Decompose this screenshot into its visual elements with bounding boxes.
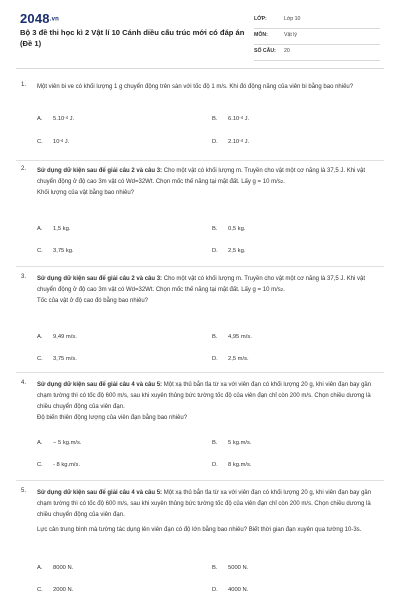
question-stem: Cho một vật có khối lượng m. Truyền cho vật một cơ năng là 37,5 J. Khi vật chuyển động ở độ cao 3m vật có Wd=32Wt. Chọn mốc thế năng tại mặt đất. Lấy g = 10 m/s xyxy=(37,168,366,185)
option-value: 0,5 kg. xyxy=(228,226,246,232)
option-d[interactable] xyxy=(212,587,248,593)
option-letter: A. xyxy=(37,440,43,446)
option-value: 1,5 kg. xyxy=(53,226,71,232)
option-letter: D. xyxy=(212,356,218,362)
option-letter: B. xyxy=(212,440,218,446)
question-prompt: Tốc của vật ở độ cao đó bằng bao nhiêu? xyxy=(37,298,149,304)
option-value: 9,49 m/s. xyxy=(53,334,77,340)
meta-key: SỐ CÂU: xyxy=(254,48,276,54)
option-letter: D. xyxy=(212,139,218,145)
option-exponent: -4 xyxy=(239,138,244,143)
question-divider xyxy=(16,160,384,161)
meta-row-class xyxy=(254,13,380,29)
option-c[interactable] xyxy=(37,462,80,468)
option-unit: J. xyxy=(63,139,70,145)
option-a[interactable] xyxy=(37,565,73,571)
question-divider xyxy=(16,480,384,481)
question-prompt: Khối lượng của vật bằng bao nhiêu? xyxy=(37,190,135,196)
question-number: 1. xyxy=(21,82,27,88)
option-c[interactable] xyxy=(37,139,69,145)
option-d[interactable] xyxy=(212,356,249,362)
option-value: 2000 N. xyxy=(53,587,74,593)
option-value: − 5 kg.m/s. xyxy=(53,440,82,446)
option-unit: J. xyxy=(243,116,250,122)
option-base: 6.10 xyxy=(228,116,240,122)
stem-exponent: 2 xyxy=(280,287,284,292)
option-letter: C. xyxy=(37,248,43,254)
option-base: 5.10 xyxy=(53,116,65,122)
stem-exponent: 2 xyxy=(280,179,284,184)
option-exponent: -4 xyxy=(239,115,244,120)
question-lead: Sử dụng dữ kiện sau để giải câu 2 và câu 3: xyxy=(37,276,163,282)
question-lead: Sử dụng dữ kiện sau để giải câu 4 và câu 5: xyxy=(37,490,163,496)
question-divider xyxy=(16,372,384,373)
logo-suffix: .vn xyxy=(49,16,60,23)
meta-row-count xyxy=(254,45,380,61)
stem-end: . xyxy=(283,287,285,293)
option-b[interactable] xyxy=(212,226,245,232)
option-value: - 8 kg.m/s. xyxy=(53,462,81,468)
option-d[interactable] xyxy=(212,248,245,254)
meta-value: Lớp 10 xyxy=(284,16,301,22)
option-letter: D. xyxy=(212,462,218,468)
option-letter: A. xyxy=(37,116,43,122)
meta-key: MÔN: xyxy=(254,32,268,38)
meta-table xyxy=(254,13,380,61)
option-a[interactable] xyxy=(37,226,70,232)
question-number: 3. xyxy=(21,274,27,280)
option-unit: J. xyxy=(243,139,250,145)
option-letter: C. xyxy=(37,139,43,145)
option-letter: A. xyxy=(37,334,43,340)
question-number: 5. xyxy=(21,488,27,494)
question-lead: Sử dụng dữ kiện sau để giải câu 2 và câu 3: xyxy=(37,168,163,174)
option-a[interactable] xyxy=(37,334,77,340)
option-b[interactable] xyxy=(212,565,248,571)
option-letter: C. xyxy=(37,587,43,593)
option-value: 4000 N. xyxy=(228,587,249,593)
option-c[interactable] xyxy=(37,356,77,362)
question-stem: Cho một vật có khối lượng m. Truyền cho vật một cơ năng là 37,5 J. Khi vật chuyển động ở độ cao 3m vật có Wd=32Wt. Chọn mốc thế năng tại mặt đất. Lấy g = 10 m/s xyxy=(37,276,366,293)
question-lead: Sử dụng dữ kiện sau để giải câu 4 và câu 5: xyxy=(37,382,163,388)
option-b[interactable] xyxy=(212,440,252,446)
question-number: 4. xyxy=(21,380,27,386)
option-d[interactable] xyxy=(212,139,249,145)
option-value: 5 kg.m/s. xyxy=(228,440,252,446)
question-prompt: Độ biến thiên động lượng của viên đạn bằng bao nhiêu? xyxy=(37,415,188,421)
option-value: 3,75 m/s. xyxy=(53,356,77,362)
option-letter: A. xyxy=(37,565,43,571)
option-value: 2,5 m/s. xyxy=(228,356,249,362)
option-letter: D. xyxy=(212,248,218,254)
question-prompt: Lực cản trung bình mà tường tác dụng lên viên đạn có độ lớn bằng bao nhiêu? Biết thời gian đạn xuyên qua tường 10-3s. xyxy=(37,527,362,533)
option-letter: B. xyxy=(212,116,218,122)
option-a[interactable] xyxy=(37,116,74,122)
option-c[interactable] xyxy=(37,248,74,254)
header-divider xyxy=(16,68,384,69)
meta-row-subject xyxy=(254,29,380,45)
option-base: 2.10 xyxy=(228,139,240,145)
option-exponent: -4 xyxy=(64,115,69,120)
option-b[interactable] xyxy=(212,334,252,340)
meta-key: LỚP: xyxy=(254,16,267,22)
site-logo[interactable] xyxy=(20,11,59,26)
question-stem: Một xạ thủ bắn tỉa từ xa với viên đạn có khối lượng 20 g, khi viên đạn bay gần chạm tường thì có tốc độ 600 m/s, sau khi xuyên thủng bức tường tốc độ của viên đạn chỉ còn 200 m/s. Chọn chiều dương là chiều chuyển động của viên đạn. xyxy=(37,382,372,410)
option-d[interactable] xyxy=(212,462,252,468)
option-c[interactable] xyxy=(37,587,73,593)
option-value: 4,95 m/s. xyxy=(228,334,252,340)
document-title: Bộ 3 đề thi học kì 2 Vật lí 10 Cánh diều cấu trúc mới có đáp án (Đề 1) xyxy=(20,28,245,48)
option-letter: A. xyxy=(37,226,43,232)
stem-end: . xyxy=(283,179,285,185)
option-exponent: -4 xyxy=(59,138,64,143)
question-divider xyxy=(16,266,384,267)
question-text: Một viên bi ve có khối lượng 1 g chuyển động trên sàn với tốc độ 1 m/s. Khi đó động năng của viên bi bằng bao nhiêu? xyxy=(37,84,354,90)
question-text xyxy=(37,274,374,307)
question-number: 2. xyxy=(21,166,27,172)
option-letter: C. xyxy=(37,462,43,468)
logo-main: 2048 xyxy=(20,11,50,26)
question-stem: Một xạ thủ bắn tỉa từ xa với viên đạn có khối lượng 20 g, khi viên đạn bay gần chạm tường thì có tốc độ 600 m/s, sau khi xuyên thủng bức tường tốc độ của viên đạn chỉ còn 200 m/s. Chọn chiều dương là chiều chuyển động của viên đạn. xyxy=(37,490,372,518)
question-text xyxy=(37,488,374,536)
option-value: 8000 N. xyxy=(53,565,74,571)
option-unit: J. xyxy=(68,116,75,122)
meta-value: Vật lý xyxy=(284,32,297,38)
option-base: 10 xyxy=(53,139,60,145)
question-text xyxy=(37,166,374,199)
question-text xyxy=(37,380,374,424)
option-letter: D. xyxy=(212,587,218,593)
option-letter: C. xyxy=(37,356,43,362)
option-b[interactable] xyxy=(212,116,249,122)
option-letter: B. xyxy=(212,334,218,340)
option-a[interactable] xyxy=(37,440,82,446)
option-value: 5000 N. xyxy=(228,565,249,571)
option-value: 8 kg.m/s. xyxy=(228,462,252,468)
option-letter: B. xyxy=(212,226,218,232)
option-value: 2,5 kg. xyxy=(228,248,246,254)
option-letter: B. xyxy=(212,565,218,571)
meta-value: 20 xyxy=(284,48,290,54)
option-value: 3,75 kg. xyxy=(53,248,74,254)
